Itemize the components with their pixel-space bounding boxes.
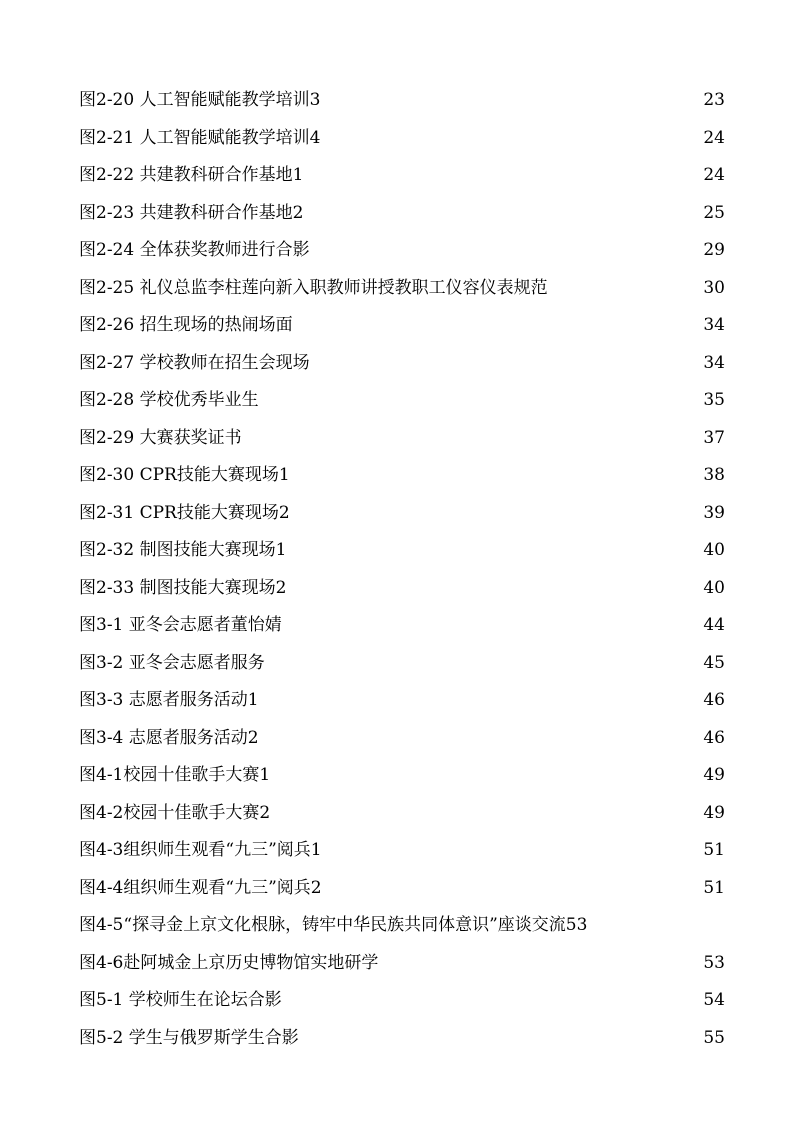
entry-page-number: 30 (703, 277, 725, 298)
entry-title: 图2-24 全体获奖教师进行合影 (79, 240, 310, 260)
entry-title: 图2-22 共建教科研合作基地1 (79, 165, 304, 185)
dot-leader (299, 1042, 702, 1043)
figure-list (79, 82, 725, 1057)
entry-page-number: 39 (703, 502, 725, 523)
entry-title: 图2-32 制图技能大赛现场1 (79, 540, 287, 560)
entry-title: 图2-31 CPR技能大赛现场2 (79, 502, 290, 523)
entry-title: 图5-1 学校师生在论坛合影 (79, 990, 282, 1010)
dot-leader (322, 892, 702, 893)
entry-page-number: 35 (703, 390, 725, 410)
toc-entry[interactable] (79, 907, 725, 945)
toc-entry[interactable] (79, 945, 725, 983)
toc-entry[interactable] (79, 270, 725, 308)
dot-leader (286, 554, 701, 555)
toc-entry[interactable] (79, 232, 725, 270)
entry-title: 图2-20 人工智能赋能教学培训3 (79, 90, 321, 110)
entry-title: 图2-25 礼仪总监李柱莲向新入职教师讲授教职工仪容仪表规范 (79, 277, 548, 298)
dot-leader (290, 517, 702, 518)
entry-page-number: 55 (703, 1027, 725, 1048)
toc-entry[interactable] (79, 720, 725, 758)
entry-page-number: 24 (703, 165, 725, 185)
dot-leader (282, 1004, 702, 1005)
entry-title: 图3-2 亚冬会志愿者服务 (79, 652, 265, 673)
toc-entry[interactable] (79, 82, 725, 120)
entry-page-number: 54 (703, 990, 725, 1010)
dot-leader (259, 742, 702, 743)
dot-leader (378, 967, 701, 968)
entry-page-number: 51 (703, 877, 725, 898)
toc-entry[interactable] (79, 382, 725, 420)
entry-page-number: 49 (703, 802, 725, 823)
dot-leader (290, 479, 702, 480)
toc-entry[interactable] (79, 345, 725, 383)
entry-title: 图2-23 共建教科研合作基地2 (79, 202, 304, 223)
dot-leader (259, 704, 702, 705)
dot-leader (286, 592, 701, 593)
toc-entry[interactable] (79, 532, 725, 570)
entry-page-number: 37 (703, 427, 725, 448)
entry-page-number: 34 (703, 352, 725, 373)
toc-entry[interactable] (79, 495, 725, 533)
entry-page-number: 46 (703, 727, 725, 748)
dot-leader (548, 292, 702, 293)
entry-title: 图2-27 学校教师在招生会现场 (79, 352, 310, 373)
toc-entry[interactable] (79, 757, 725, 795)
entry-title: 图5-2 学生与俄罗斯学生合影 (79, 1027, 299, 1048)
dot-leader (282, 629, 702, 630)
entry-page-number: 46 (703, 690, 725, 710)
entry-title: 图2-28 学校优秀毕业生 (79, 390, 259, 410)
entry-title: 图3-3 志愿者服务活动1 (79, 690, 259, 710)
entry-page-number: 38 (703, 465, 725, 485)
toc-entry[interactable] (79, 795, 725, 833)
entry-page-number: 24 (703, 127, 725, 148)
toc-entry[interactable] (79, 307, 725, 345)
toc-entry[interactable] (79, 682, 725, 720)
entry-page-number: 34 (703, 315, 725, 335)
entry-title: 图4-1校园十佳歌手大赛1 (79, 765, 271, 785)
dot-leader (270, 779, 701, 780)
toc-entry[interactable] (79, 120, 725, 158)
entry-title: 图3-1 亚冬会志愿者董怡婧 (79, 615, 282, 635)
entry-title: 图4-6赴阿城金上京历史博物馆实地研学 (79, 952, 379, 973)
toc-entry[interactable] (79, 195, 725, 233)
entry-title: 图2-30 CPR技能大赛现场1 (79, 465, 290, 485)
dot-leader (303, 179, 701, 180)
dot-leader (270, 817, 701, 818)
dot-leader (265, 667, 702, 668)
entry-page-number: 51 (703, 840, 725, 860)
toc-entry[interactable] (79, 870, 725, 908)
toc-entry[interactable] (79, 457, 725, 495)
dot-leader (293, 329, 702, 330)
toc-entry[interactable] (79, 570, 725, 608)
entry-title: 图2-26 招生现场的热闹场面 (79, 315, 293, 335)
entry-title: 图4-4组织师生观看“九三”阅兵2 (79, 877, 322, 898)
entry-page-number: 29 (703, 240, 725, 260)
dot-leader (320, 104, 701, 105)
entry-page-number: 23 (703, 90, 725, 110)
toc-entry[interactable] (79, 1020, 725, 1058)
entry-title: 图4-2校园十佳歌手大赛2 (79, 802, 271, 823)
toc-entry[interactable] (79, 982, 725, 1020)
toc-entry[interactable] (79, 645, 725, 683)
entry-title: 图3-4 志愿者服务活动2 (79, 727, 259, 748)
entry-page-number: 53 (703, 952, 725, 973)
dot-leader (303, 217, 701, 218)
dot-leader (242, 442, 702, 443)
entry-title: 图2-21 人工智能赋能教学培训4 (79, 127, 321, 148)
entry-page-number: 25 (703, 202, 725, 223)
entry-page-number: 44 (703, 615, 725, 635)
dot-leader (310, 367, 702, 368)
entry-page-number: 49 (703, 765, 725, 785)
toc-entry[interactable] (79, 420, 725, 458)
entry-page-number: 53 (565, 915, 588, 935)
dot-leader (310, 254, 702, 255)
dot-leader (322, 854, 702, 855)
entry-page-number: 40 (703, 540, 725, 560)
entry-title: 图4-5“探寻金上京文化根脉，铸牢中华民族共同体意识”座谈交流 (79, 915, 566, 935)
entry-title: 图4-3组织师生观看“九三”阅兵1 (79, 840, 322, 860)
entry-page-number: 40 (703, 577, 725, 598)
entry-title: 图2-29 大赛获奖证书 (79, 427, 242, 448)
dot-leader (259, 404, 702, 405)
toc-entry[interactable] (79, 607, 725, 645)
entry-page-number: 45 (703, 652, 725, 673)
toc-entry[interactable] (79, 832, 725, 870)
dot-leader (320, 142, 701, 143)
toc-entry[interactable] (79, 157, 725, 195)
entry-title: 图2-33 制图技能大赛现场2 (79, 577, 287, 598)
